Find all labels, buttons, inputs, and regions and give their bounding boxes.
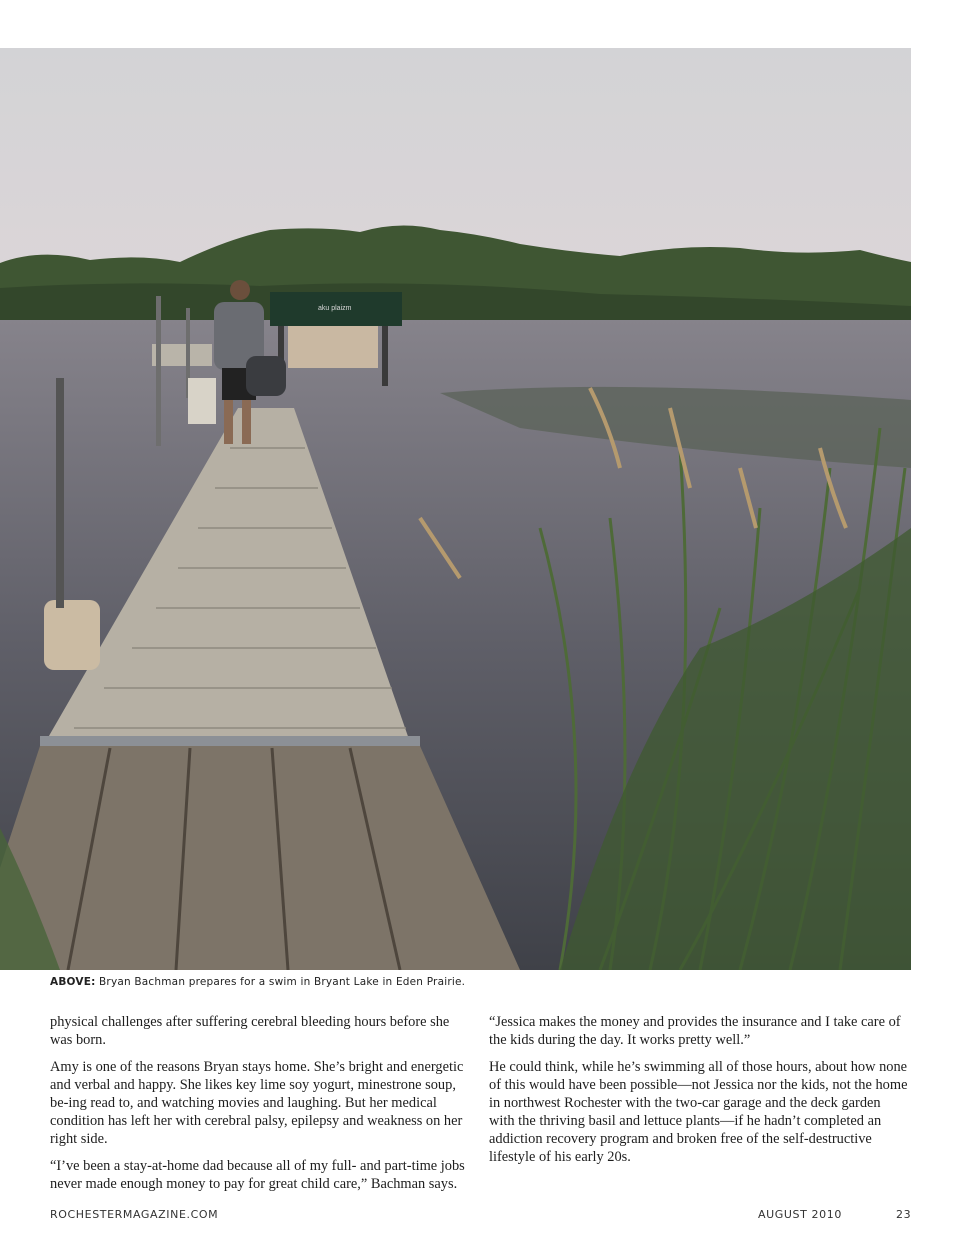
- article-paragraph: He could think, while he’s swimming all of those hours, about how none of this would have been possible—not Jessica nor the kids, not the home in northwest Rochester with the two-car garage and the deck garden with the thriving basil and lettuce plants—if he hadn’t completed an addiction recovery program and broken free of the self-destructive lifestyle of his early 20s.: [489, 1059, 908, 1165]
- photo-caption: [50, 976, 910, 988]
- caption-label: ABOVE:: [50, 976, 96, 988]
- article-column-left: [50, 1013, 470, 1202]
- dock-photo-illustration: [0, 48, 911, 970]
- lake-dock-photo: [0, 48, 911, 970]
- caption-text: Bryan Bachman prepares for a swim in Bryant Lake in Eden Prairie.: [99, 976, 466, 988]
- article-column-right: [489, 1013, 909, 1175]
- article-paragraph: “Jessica makes the money and provides the insurance and I take care of the kids during the day. It works pretty well.”: [489, 1014, 901, 1048]
- boat-canopy-text: aku plaizm: [318, 305, 352, 312]
- footer-page-number: 23: [896, 1208, 912, 1221]
- article-paragraph: “I’ve been a stay-at-home dad because all of my full- and part-time jobs never made enough money to pay for great child care,” Bachman says.: [50, 1158, 465, 1192]
- footer-issue-date: AUGUST 2010: [758, 1208, 842, 1221]
- article-paragraph: Amy is one of the reasons Bryan stays home. She’s bright and energetic and verbal and happy. She likes key lime soy yogurt, minestrone soup, be-ing read to, and watching movies and laughing. But her medical condition has left her with cerebral palsy, epilepsy and weakness on her right side.: [50, 1059, 464, 1147]
- footer-website: ROCHESTERMAGAZINE.COM: [50, 1208, 219, 1221]
- article-paragraph: physical challenges after suffering cerebral bleeding hours before she was born.: [50, 1014, 450, 1048]
